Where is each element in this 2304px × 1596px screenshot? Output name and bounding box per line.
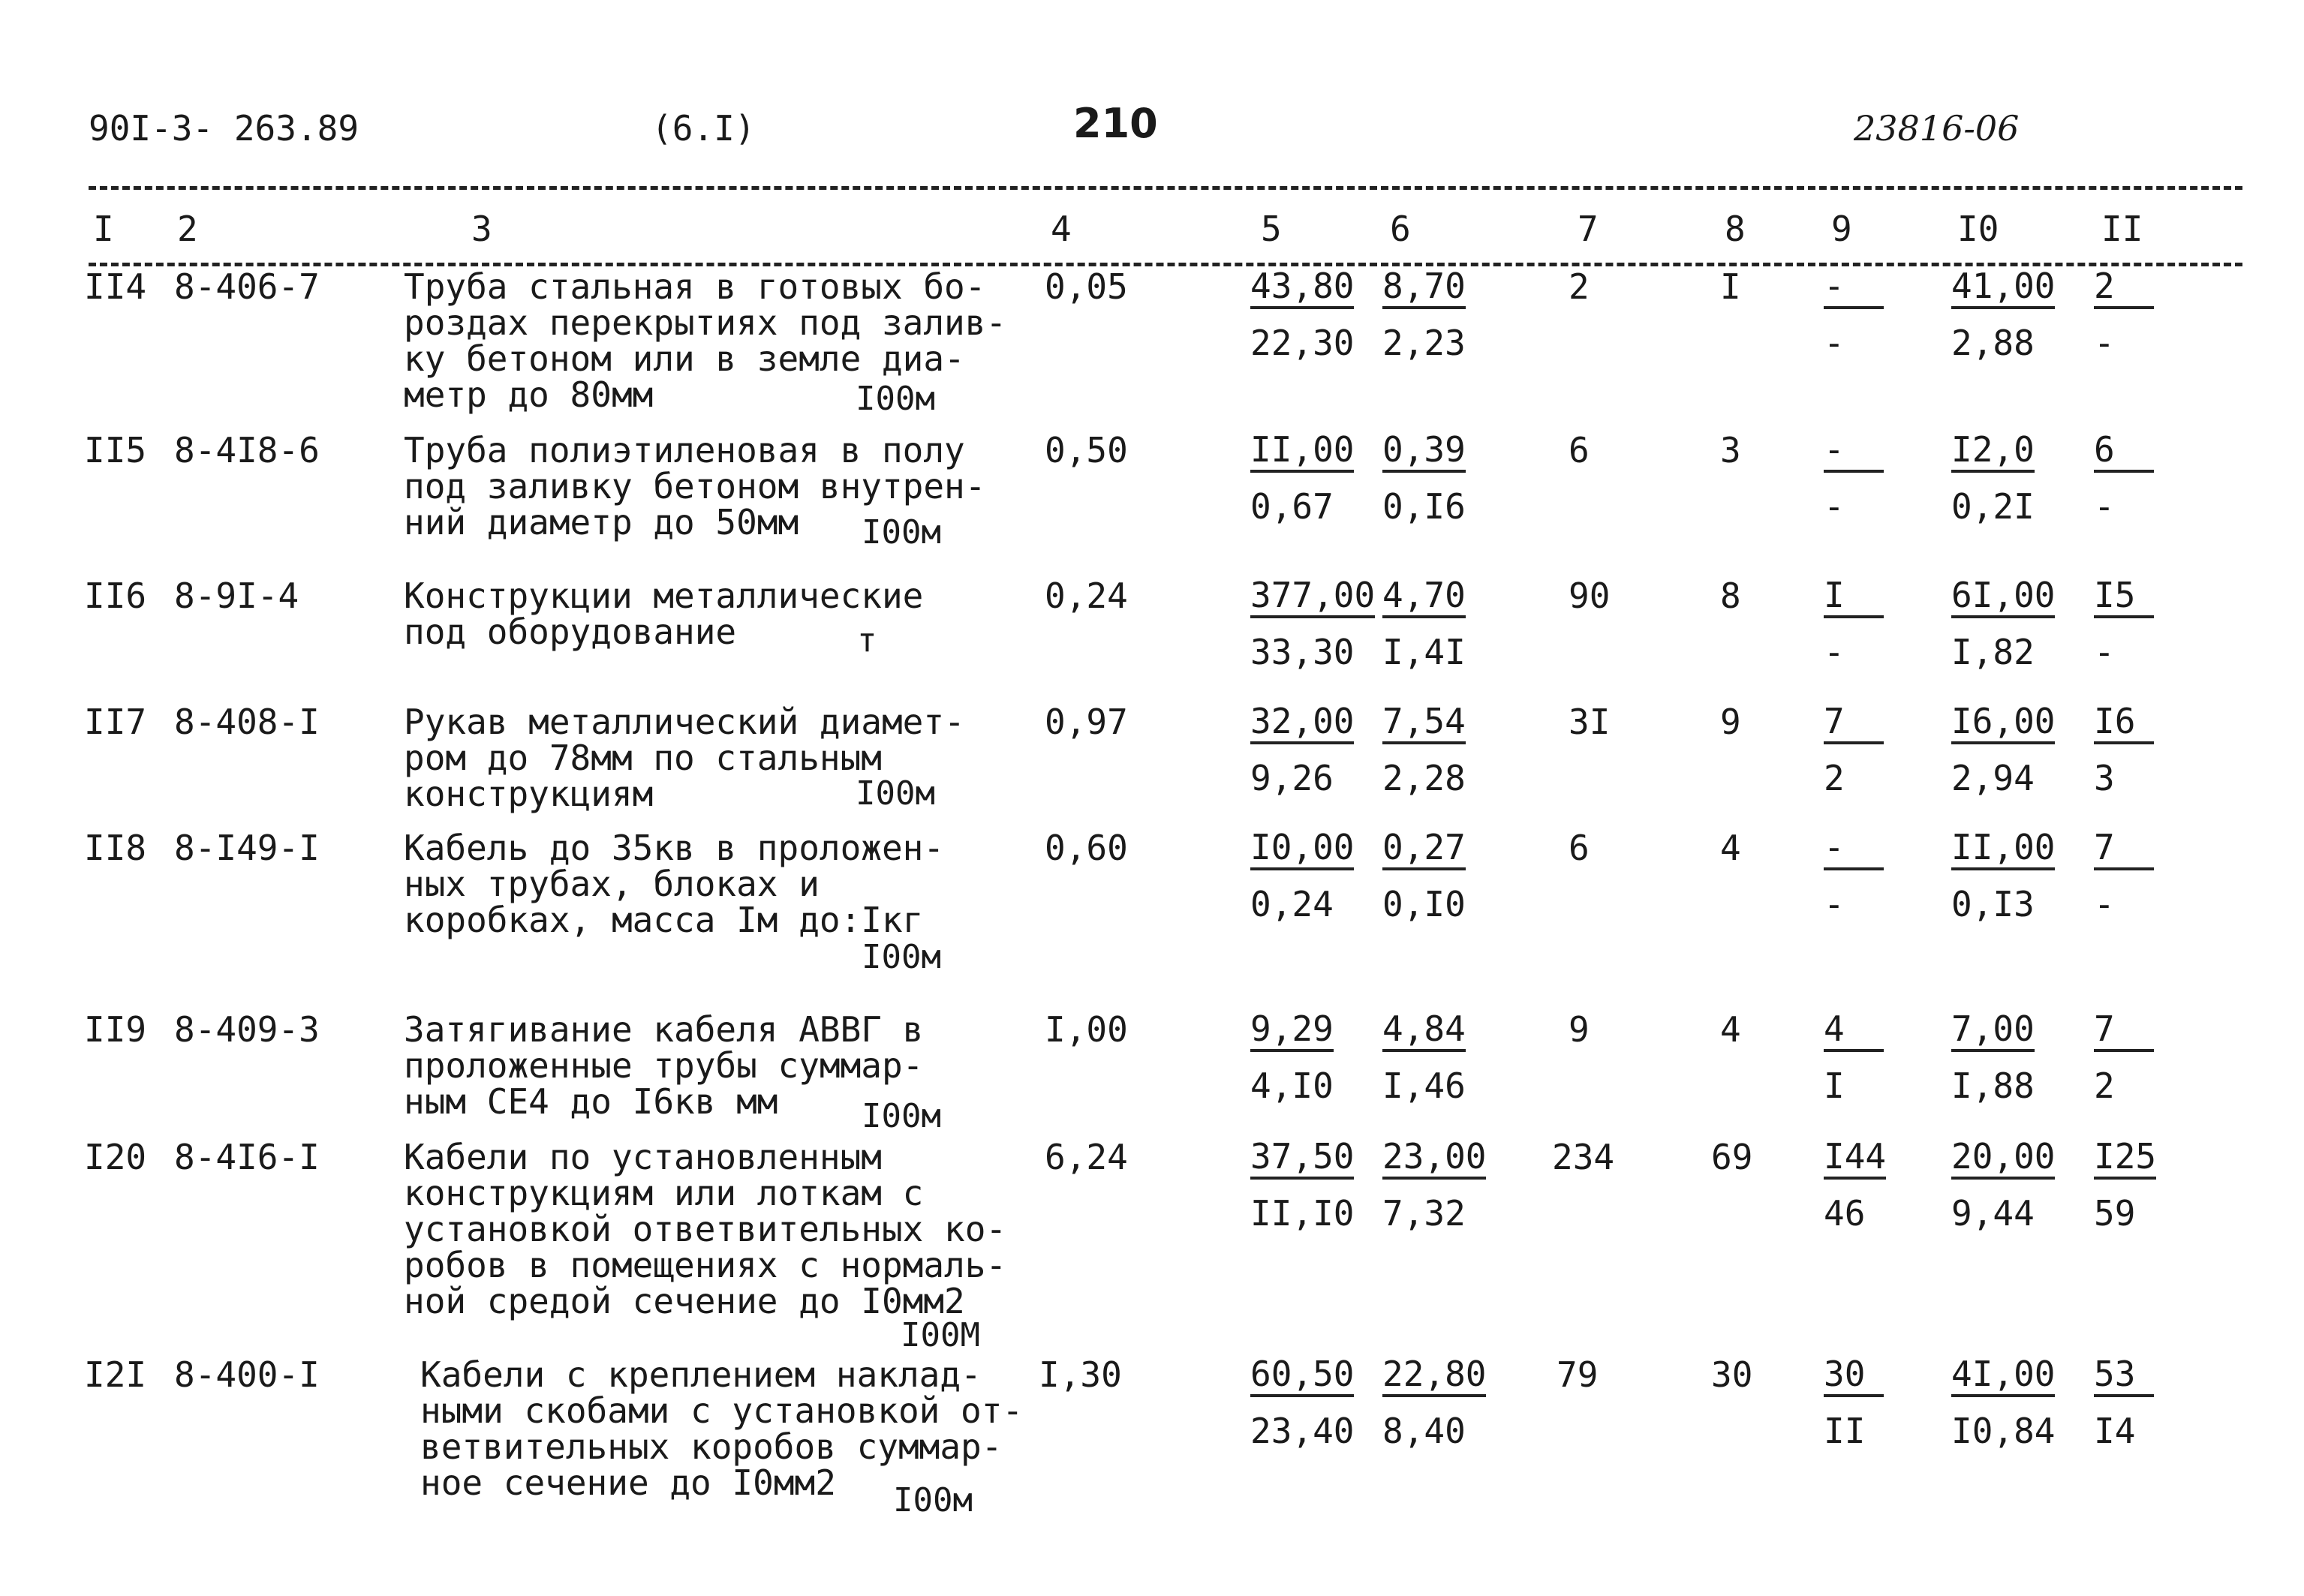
row-number: II4: [84, 266, 147, 307]
col9-values: [1824, 266, 1884, 363]
col9-values: [1824, 1354, 1884, 1451]
col11-bottom: -: [2094, 884, 2115, 924]
rate-code: 8-400-I: [174, 1354, 320, 1395]
col11-bottom: 3: [2094, 758, 2115, 798]
col9-bottom: II: [1824, 1411, 1866, 1451]
col10-values: [1951, 827, 2056, 924]
col11-values: [2094, 827, 2154, 924]
col9-bottom: -: [1824, 323, 1845, 363]
col8-value: 9: [1720, 702, 1741, 742]
col7-value: 6: [1569, 430, 1590, 470]
col11-top: I6: [2094, 704, 2154, 744]
col10-bottom: 0,I3: [1951, 884, 2035, 924]
col9-bottom: -: [1824, 632, 1845, 672]
col11-values: [2094, 701, 2154, 798]
col11-values: [2094, 1136, 2157, 1234]
col6-values: [1382, 575, 1466, 672]
col5-bottom: 0,24: [1250, 884, 1334, 924]
column-number: 4: [1051, 209, 1072, 249]
col5-top: 37,50: [1250, 1139, 1354, 1180]
col10-top: 41,00: [1951, 269, 2055, 309]
col5-top: 60,50: [1250, 1357, 1354, 1397]
col9-top: 30: [1824, 1357, 1884, 1397]
col7-value: 79: [1557, 1354, 1599, 1395]
col8-value: 3: [1720, 430, 1741, 470]
col11-top: 7: [2094, 1011, 2154, 1052]
col6-values: [1382, 1354, 1487, 1451]
col11-bottom: I4: [2094, 1411, 2136, 1451]
row-number: I20: [84, 1137, 147, 1177]
col9-values: [1824, 1136, 1887, 1234]
work-description: Затягивание кабеля АВВГ в проложенные трубы суммар- ным СЕ4 до I6кв мм: [404, 1009, 924, 1122]
column-number: I: [93, 209, 114, 249]
col6-top: 0,27: [1382, 830, 1466, 870]
col6-bottom: I,46: [1382, 1066, 1466, 1106]
col5-top: 9,29: [1250, 1011, 1334, 1052]
row-number: II8: [84, 828, 147, 868]
col10-top: 20,00: [1951, 1139, 2055, 1180]
quantity: I,30: [1039, 1354, 1122, 1395]
unit-of-measure: I00м: [862, 938, 941, 976]
column-number: 8: [1725, 209, 1746, 249]
col9-bottom: 46: [1824, 1193, 1866, 1234]
col10-values: [1951, 429, 2035, 527]
col10-bottom: I,82: [1951, 632, 2035, 672]
col9-top: I44: [1824, 1139, 1886, 1180]
col10-top: I2,0: [1951, 432, 2035, 473]
col9-values: [1824, 827, 1884, 924]
col10-bottom: 0,2I: [1951, 486, 2035, 527]
col6-top: 7,54: [1382, 704, 1466, 744]
col8-value: 8: [1720, 576, 1741, 616]
col9-bottom: -: [1824, 884, 1845, 924]
col8-value: 4: [1720, 1009, 1741, 1050]
col11-top: I5: [2094, 578, 2154, 618]
unit-of-measure: I00м: [862, 513, 941, 552]
col11-top: 53: [2094, 1357, 2154, 1397]
col6-bottom: 8,40: [1382, 1411, 1466, 1451]
page-number: 210: [1073, 100, 1158, 147]
col6-top: 4,70: [1382, 578, 1466, 618]
col11-top: 6: [2094, 432, 2154, 473]
col9-top: -: [1824, 830, 1884, 870]
col9-top: 7: [1824, 704, 1884, 744]
col6-top: 4,84: [1382, 1011, 1466, 1052]
unit-of-measure: I00м: [893, 1481, 973, 1519]
column-number: 3: [471, 209, 492, 249]
col11-bottom: -: [2094, 323, 2115, 363]
col5-bottom: 9,26: [1250, 758, 1334, 798]
col9-top: 4: [1824, 1011, 1884, 1052]
unit-of-measure: I00м: [862, 1097, 941, 1135]
col10-bottom: 2,94: [1951, 758, 2035, 798]
row-number: II9: [84, 1009, 147, 1050]
rate-code: 8-4I8-6: [174, 430, 320, 470]
col9-values: [1824, 575, 1884, 672]
col10-values: [1951, 1354, 2056, 1451]
col11-top: I25: [2094, 1139, 2156, 1180]
col5-values: [1250, 1136, 1355, 1234]
col7-value: 90: [1569, 576, 1611, 616]
col7-value: 9: [1569, 1009, 1590, 1050]
work-description: Труба полиэтиленовая в полу под заливку бетоном внутрен- ний диаметр до 50мм: [404, 430, 986, 543]
quantity: 0,50: [1045, 430, 1128, 470]
col5-values: [1250, 575, 1376, 672]
col8-value: 69: [1711, 1137, 1753, 1177]
col10-values: [1951, 1008, 2035, 1106]
col9-bottom: 2: [1824, 758, 1845, 798]
column-number: 9: [1831, 209, 1852, 249]
col6-values: [1382, 266, 1466, 363]
col10-top: 6I,00: [1951, 578, 2055, 618]
row-number: II7: [84, 702, 147, 742]
col7-value: 6: [1569, 828, 1590, 868]
col11-values: [2094, 1008, 2154, 1106]
column-number: II: [2101, 209, 2143, 249]
col5-top: 377,00: [1250, 578, 1375, 618]
column-number: 2: [177, 209, 198, 249]
col11-top: 2: [2094, 269, 2154, 309]
col5-values: [1250, 429, 1355, 527]
col6-values: [1382, 1008, 1466, 1106]
rate-code: 8-4I6-I: [174, 1137, 320, 1177]
rate-code: 8-I49-I: [174, 828, 320, 868]
col10-values: [1951, 266, 2056, 363]
quantity: I,00: [1045, 1009, 1128, 1050]
col6-values: [1382, 429, 1466, 527]
col9-bottom: -: [1824, 486, 1845, 527]
rate-code: 8-408-I: [174, 702, 320, 742]
col11-values: [2094, 266, 2154, 363]
col5-top: 32,00: [1250, 704, 1354, 744]
col11-values: [2094, 575, 2154, 672]
col9-top: I: [1824, 578, 1884, 618]
col10-bottom: 9,44: [1951, 1193, 2035, 1234]
col11-values: [2094, 1354, 2154, 1451]
row-number: II5: [84, 430, 147, 470]
quantity: 0,97: [1045, 702, 1128, 742]
col10-top: II,00: [1951, 830, 2055, 870]
col5-bottom: 23,40: [1250, 1411, 1355, 1451]
column-number: 6: [1390, 209, 1411, 249]
col10-values: [1951, 575, 2056, 672]
unit-of-measure: т: [857, 621, 877, 660]
work-description: Кабели с креплением наклад- ными скобами с установкой от- ветвительных коробов суммар- ное сечение до I0мм2: [420, 1354, 1024, 1503]
col11-top: 7: [2094, 830, 2154, 870]
col6-top: 0,39: [1382, 432, 1466, 473]
col6-values: [1382, 827, 1466, 924]
col5-bottom: 4,I0: [1250, 1066, 1334, 1106]
col11-bottom: 59: [2094, 1193, 2136, 1234]
quantity: 0,05: [1045, 266, 1128, 307]
col5-bottom: 33,30: [1250, 632, 1355, 672]
work-description: Кабель до 35кв в проложен- ных трубах, блоках и коробках, масса Iм до:Iкг: [404, 828, 945, 940]
quantity: 6,24: [1045, 1137, 1128, 1177]
col9-values: [1824, 1008, 1884, 1106]
row-number: II6: [84, 576, 147, 616]
col9-values: [1824, 429, 1884, 527]
col10-top: 7,00: [1951, 1011, 2035, 1052]
col8-value: I: [1720, 266, 1741, 307]
quantity: 0,24: [1045, 576, 1128, 616]
col10-bottom: I0,84: [1951, 1411, 2056, 1451]
document-code: 90I-3- 263.89: [89, 108, 359, 149]
work-description: Кабели по установленным конструкциям или лоткам с установкой ответвительных ко- робов в помещениях с нормаль- ной средой сечение до I0мм2: [404, 1137, 1007, 1321]
row-number: I2I: [84, 1354, 147, 1395]
col11-values: [2094, 429, 2154, 527]
work-description: Конструкции металлические под оборудование: [404, 576, 924, 652]
col6-top: 22,80: [1382, 1357, 1486, 1397]
col6-bottom: 2,28: [1382, 758, 1466, 798]
col8-value: 30: [1711, 1354, 1753, 1395]
col9-top: -: [1824, 269, 1884, 309]
col6-values: [1382, 1136, 1487, 1234]
col5-top: I0,00: [1250, 830, 1354, 870]
handwritten-reference: 23816-06: [1854, 108, 2020, 149]
rate-code: 8-9I-4: [174, 576, 299, 616]
col5-bottom: 0,67: [1250, 486, 1334, 527]
column-number: I0: [1957, 209, 1999, 249]
col5-values: [1250, 701, 1355, 798]
unit-of-measure: I00м: [856, 774, 935, 813]
section-number: (6.I): [651, 108, 756, 149]
col5-values: [1250, 1008, 1334, 1106]
rate-code: 8-409-3: [174, 1009, 320, 1050]
col7-value: 2: [1569, 266, 1590, 307]
col9-top: -: [1824, 432, 1884, 473]
col5-top: II,00: [1250, 432, 1354, 473]
col6-bottom: 0,I6: [1382, 486, 1466, 527]
col10-bottom: 2,88: [1951, 323, 2035, 363]
unit-of-measure: I00м: [856, 380, 935, 418]
col5-bottom: 22,30: [1250, 323, 1355, 363]
col7-value: 234: [1552, 1137, 1615, 1177]
col11-bottom: 2: [2094, 1066, 2115, 1106]
col5-values: [1250, 1354, 1355, 1451]
col9-values: [1824, 701, 1884, 798]
column-number: 5: [1261, 209, 1282, 249]
col10-top: 4I,00: [1951, 1357, 2055, 1397]
col11-bottom: -: [2094, 486, 2115, 527]
col6-bottom: 0,I0: [1382, 884, 1466, 924]
col6-top: 8,70: [1382, 269, 1466, 309]
col6-values: [1382, 701, 1466, 798]
col6-bottom: 7,32: [1382, 1193, 1466, 1234]
work-description: Рукав металлический диамет- ром до 78мм по стальным конструкциям: [404, 702, 965, 814]
col6-top: 23,00: [1382, 1139, 1486, 1180]
work-description: Труба стальная в готовых бо- роздах перекрытиях под залив- ку бетоном или в земле диа- метр до 80мм: [404, 266, 1007, 415]
col9-bottom: I: [1824, 1066, 1845, 1106]
col8-value: 4: [1720, 828, 1741, 868]
column-number: 7: [1578, 209, 1599, 249]
col5-values: [1250, 266, 1355, 363]
col5-top: 43,80: [1250, 269, 1354, 309]
col10-values: [1951, 1136, 2056, 1234]
top-dashed-divider: [89, 186, 2242, 190]
col10-values: [1951, 701, 2056, 798]
col5-bottom: II,I0: [1250, 1193, 1355, 1234]
col5-values: [1250, 827, 1355, 924]
col11-bottom: -: [2094, 632, 2115, 672]
col6-bottom: I,4I: [1382, 632, 1466, 672]
col10-top: I6,00: [1951, 704, 2055, 744]
col6-bottom: 2,23: [1382, 323, 1466, 363]
rate-code: 8-406-7: [174, 266, 320, 307]
col7-value: 3I: [1569, 702, 1611, 742]
unit-of-measure: I00М: [901, 1316, 980, 1354]
col10-bottom: I,88: [1951, 1066, 2035, 1106]
quantity: 0,60: [1045, 828, 1128, 868]
